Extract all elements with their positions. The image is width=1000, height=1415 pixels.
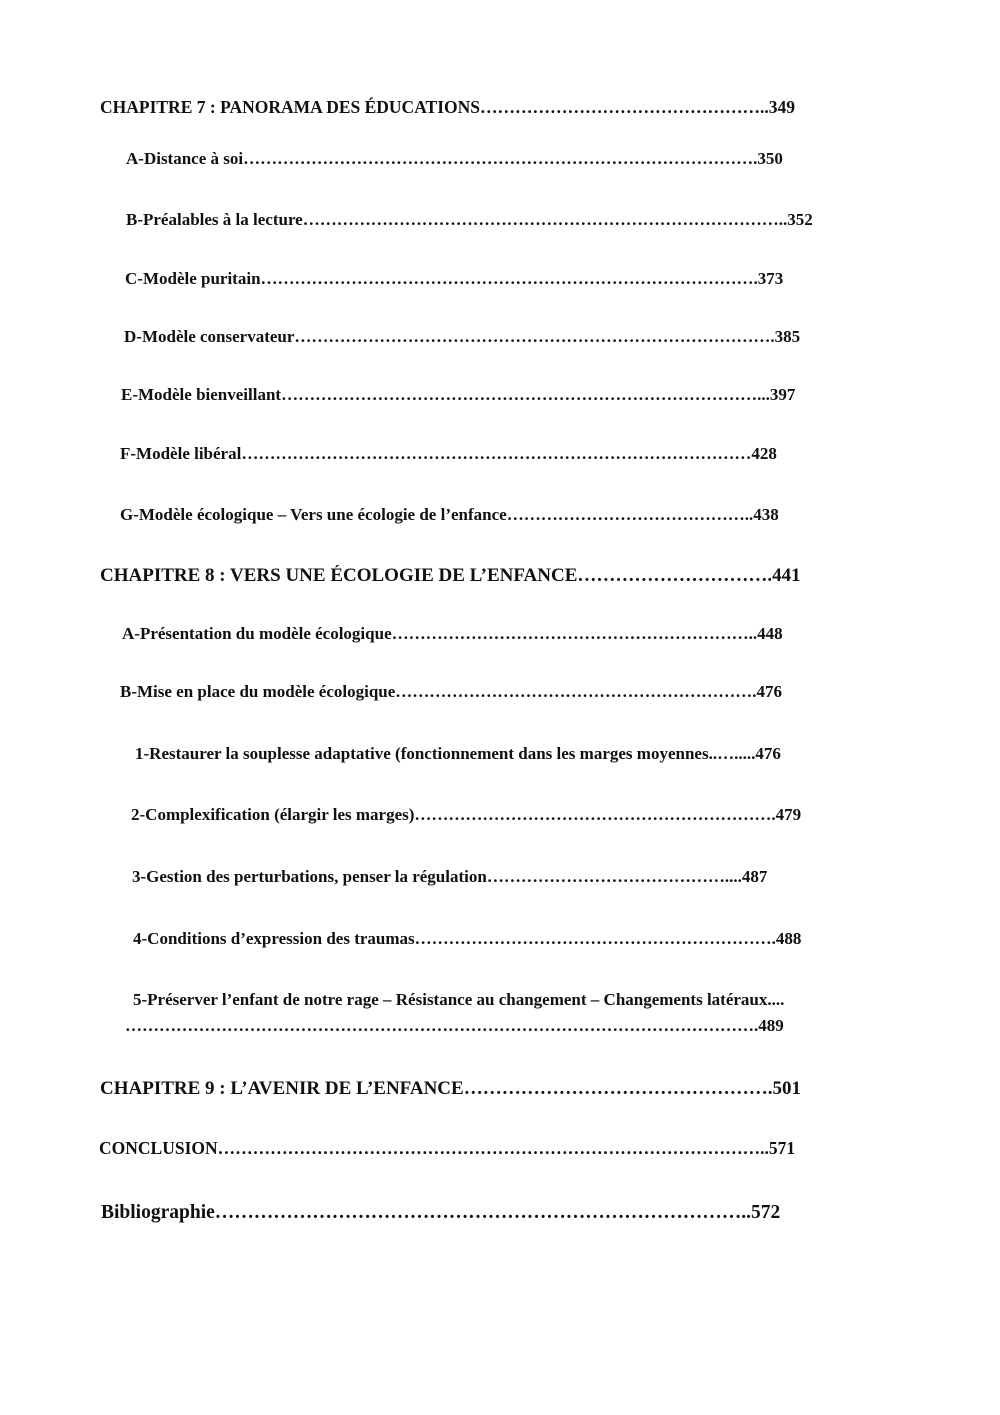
toc-chapter-8	[100, 565, 801, 587]
toc-entry-title: E-Modèle bienveillant	[121, 385, 282, 404]
toc-section-7b	[126, 210, 813, 230]
toc-page-number: 571	[768, 1138, 796, 1158]
toc-entry-title: G-Modèle écologique – Vers une écologie de l’enfance	[120, 505, 507, 524]
toc-page-number: 448	[757, 624, 783, 643]
toc-chapter-9	[100, 1078, 801, 1100]
toc-page-number: 352	[787, 210, 813, 229]
toc-entry-title: D-Modèle conservateur	[124, 327, 295, 346]
toc-page-number: 501	[772, 1078, 801, 1099]
toc-leader-dots: ……………………………………………………………………………….	[243, 149, 758, 168]
toc-entry-title: 2-Complexification (élargir les marges)	[131, 805, 415, 824]
toc-page-number: 489	[758, 1016, 784, 1035]
toc-page-number: 397	[769, 385, 796, 404]
toc-leader-dots: ……………………………………....	[486, 867, 742, 886]
toc-leader-dots: …………………………………………..	[480, 97, 769, 117]
toc-page-number: 438	[753, 505, 779, 524]
toc-entry-title: 1-Restaurer la souplesse adaptative (fonctionnement dans les marges moyennes.	[135, 744, 713, 763]
toc-section-8b	[120, 682, 782, 702]
toc-bibliographie	[101, 1202, 780, 1224]
toc-page-number: 385	[774, 327, 801, 346]
toc-entry-title: CHAPITRE 7 : PANORAMA DES ÉDUCATIONS	[100, 97, 481, 117]
toc-entry-title: CONCLUSION	[99, 1138, 218, 1158]
toc-chapter-7	[100, 97, 795, 118]
toc-page-number: 350	[757, 149, 783, 168]
toc-section-7g	[120, 505, 779, 525]
toc-entry-title: B-Mise en place du modèle écologique	[120, 682, 396, 701]
toc-entry-title: A-Présentation du modèle écologique	[122, 624, 392, 643]
toc-conclusion	[99, 1138, 795, 1159]
toc-subsection-8b1	[135, 744, 781, 764]
toc-entry-title: A-Distance à soi	[126, 149, 244, 168]
toc-leader-dots: …………………………………………………………………………..	[302, 210, 788, 229]
toc-subsection-8b5-continuation	[125, 1016, 784, 1036]
toc-page-number: 487	[741, 867, 768, 886]
toc-section-7d	[124, 327, 800, 347]
toc-page-number: 476	[755, 744, 781, 763]
toc-leader-dots: ……………………………………………………….	[395, 682, 757, 701]
toc-section-7f	[120, 444, 777, 464]
toc-section-7a	[126, 149, 783, 169]
toc-page-number: 479	[775, 805, 802, 824]
toc-entry-title: F-Modèle libéral	[120, 444, 242, 463]
toc-leader-dots: ………………………………………………………..	[391, 624, 758, 643]
toc-leader-dots: ………………………….	[577, 565, 773, 586]
toc-entry-title: Bibliographie	[101, 1202, 215, 1223]
toc-leader-dots: ………………………………………………………………………………	[241, 444, 752, 463]
toc-page-number: 349	[768, 97, 796, 117]
toc-leader-dots: …………………………………………………………………………….	[260, 269, 758, 288]
toc-leader-dots: ……………………………………………………….	[414, 929, 776, 948]
toc-entry-title: CHAPITRE 8 : VERS UNE ÉCOLOGIE DE L’ENFANCE	[100, 565, 578, 586]
toc-subsection-8b4	[133, 929, 801, 949]
toc-entry-title: 4-Conditions d’expression des traumas	[133, 929, 415, 948]
toc-page-number: 441	[772, 565, 801, 586]
toc-leader-dots: ……………………………………………………….	[414, 805, 776, 824]
toc-page-number: 572	[751, 1202, 781, 1223]
toc-section-7c	[125, 269, 783, 289]
toc-page-number: 476	[756, 682, 783, 701]
toc-page-number: 373	[757, 269, 784, 288]
toc-entry-title: 3-Gestion des perturbations, penser la régulation	[132, 867, 487, 886]
toc-entry-title: 5-Préserver l’enfant de notre rage – Résistance au changement – Changements latéraux....	[133, 990, 785, 1009]
toc-page-number: 488	[775, 929, 802, 948]
toc-leader-dots: ………………………………………………………………………….	[294, 327, 775, 346]
toc-leader-dots: ………………………………………………………………………..	[214, 1202, 752, 1223]
toc-section-7e	[121, 385, 795, 405]
toc-subsection-8b2	[131, 805, 801, 825]
toc-page-number: 428	[751, 444, 777, 463]
toc-leader-dots: …………………………………………………………………………………..	[217, 1138, 769, 1158]
toc-leader-dots: …………………………………………………………………………...	[281, 385, 770, 404]
toc-subsection-8b3	[132, 867, 767, 887]
toc-entry-title: B-Préalables à la lecture	[126, 210, 303, 229]
toc-leader-dots: ……………………………………..	[506, 505, 754, 524]
toc-entry-title: CHAPITRE 9 : L’AVENIR DE L’ENFANCE	[100, 1078, 464, 1099]
toc-entry-title: C-Modèle puritain	[125, 269, 261, 288]
toc-section-8a	[122, 624, 783, 644]
toc-leader-dots: ………………………………………….	[463, 1078, 773, 1099]
toc-leader-dots: ………………………………………………………………………………………………….	[125, 1016, 759, 1035]
toc-subsection-8b5	[133, 990, 784, 1010]
toc-leader-dots: .….....	[712, 744, 756, 763]
